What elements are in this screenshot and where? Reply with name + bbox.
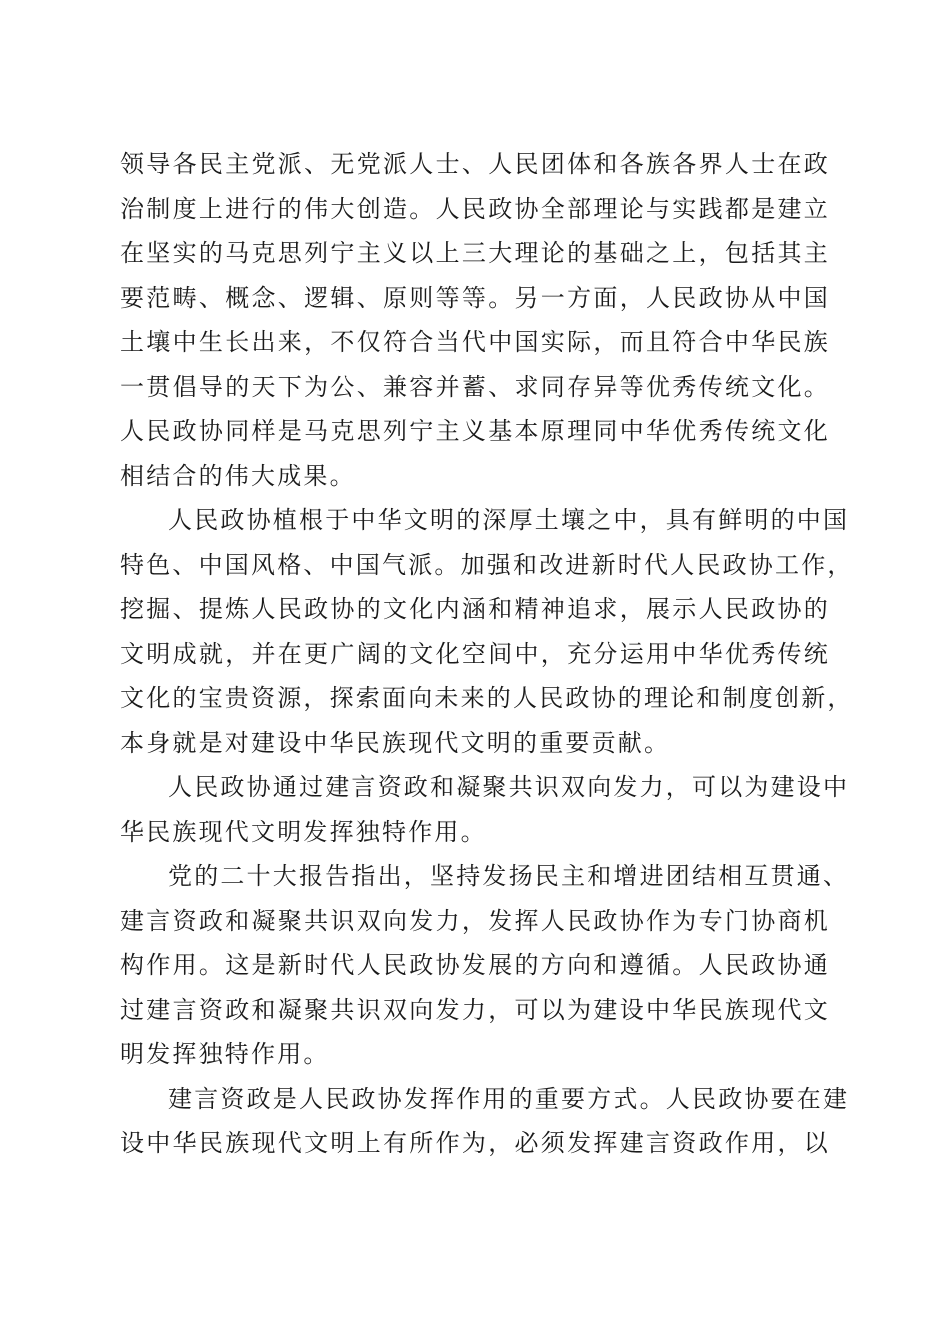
paragraph-3 (120, 765, 850, 854)
text-line: 人民政协同样是马克思列宁主义基本原理同中华优秀传统文化 (120, 417, 830, 445)
paragraph-4 (120, 854, 850, 1077)
text-line: 领导各民主党派、无党派人士、人民团体和各族各界人士在政 (120, 150, 830, 178)
text-line: 人民政协植根于中华文明的深厚土壤之中，具有鲜明的中国 (168, 506, 850, 534)
text-line: 文化的宝贵资源，探索面向未来的人民政协的理论和制度创新， (120, 684, 854, 712)
text-line: 党的二十大报告指出，坚持发扬民主和增进团结相互贯通、 (168, 862, 850, 890)
text-line: 在坚实的马克思列宁主义以上三大理论的基础之上，包括其主 (120, 239, 830, 267)
text-line: 文明成就，并在更广阔的文化空间中，充分运用中华优秀传统 (120, 639, 830, 668)
text-line: 人民政协通过建言资政和凝聚共识双向发力，可以为建设中 (168, 773, 850, 801)
text-line: 要范畴、概念、逻辑、原则等等。另一方面，人民政协从中国 (120, 283, 830, 312)
paragraph-2 (120, 498, 854, 765)
text-line: 土壤中生长出来，不仅符合当代中国实际，而且符合中华民族 (120, 328, 830, 356)
text-line: 明发挥独特作用。 (120, 1040, 330, 1068)
text-line: 过建言资政和凝聚共识双向发力，可以为建设中华民族现代文 (120, 995, 830, 1024)
paragraph-1 (120, 142, 830, 498)
text-line: 一贯倡导的天下为公、兼容并蓄、求同存异等优秀传统文化。 (120, 372, 830, 401)
text-line: 治制度上进行的伟大创造。人民政协全部理论与实践都是建立 (120, 194, 830, 223)
text-line: 构作用。这是新时代人民政协发展的方向和遵循。人民政协通 (120, 951, 830, 979)
text-line: 本身就是对建设中华民族现代文明的重要贡献。 (120, 728, 671, 757)
text-line: 挖掘、提炼人民政协的文化内涵和精神追求，展示人民政协的 (120, 595, 830, 623)
text-line: 建言资政是人民政协发挥作用的重要方式。人民政协要在建 (168, 1084, 850, 1113)
text-line: 特色、中国风格、中国气派。加强和改进新时代人民政协工作， (120, 550, 854, 579)
text-line: 华民族现代文明发挥独特作用。 (120, 817, 487, 846)
text-line: 相结合的伟大成果。 (120, 461, 356, 490)
text-line: 设中华民族现代文明上有所作为，必须发挥建言资政作用，以 (120, 1129, 830, 1157)
text-line: 建言资政和凝聚共识双向发力，发挥人民政协作为专门协商机 (120, 906, 830, 935)
paragraph-5 (120, 1077, 850, 1166)
document-body (120, 142, 854, 1166)
